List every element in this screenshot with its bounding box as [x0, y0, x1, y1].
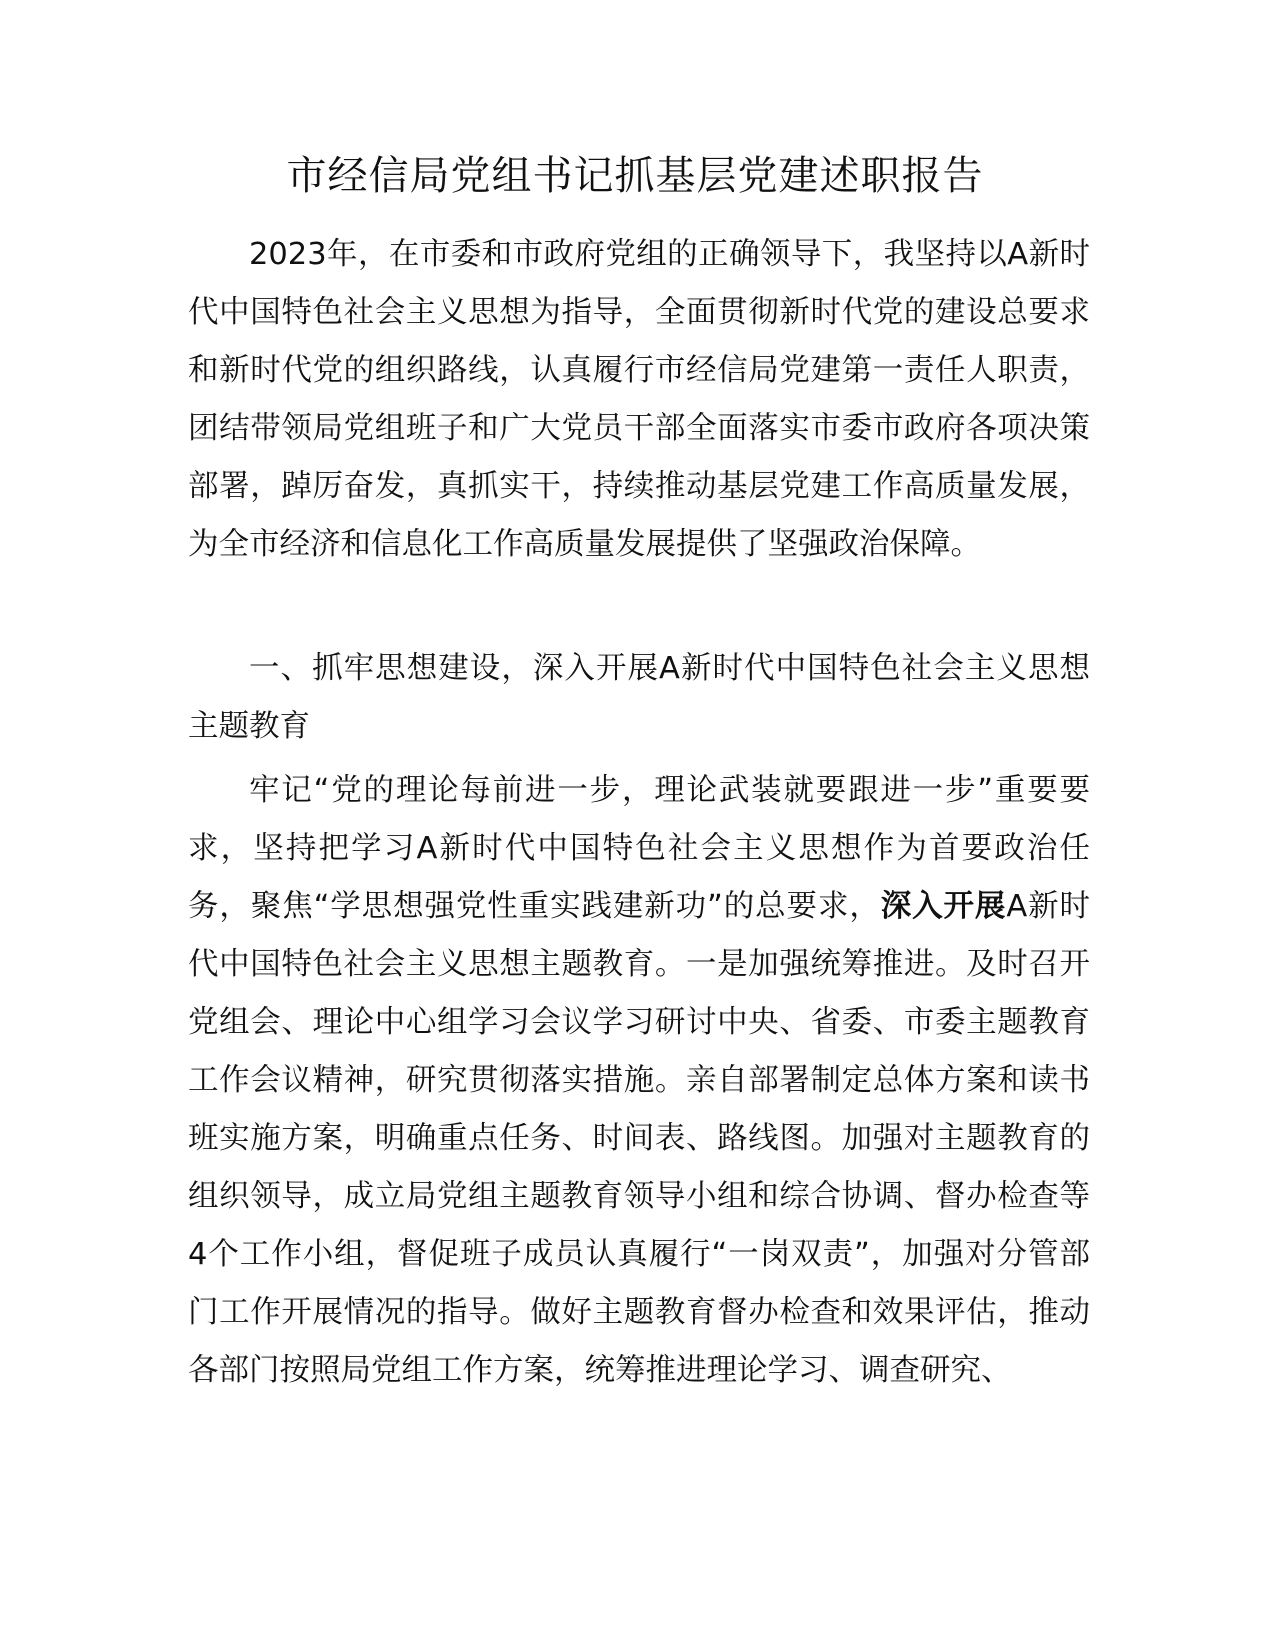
section-body-paragraph	[188, 762, 1090, 1400]
paragraph-text-after: A新时代中国特色社会主义思想主题教育。一是加强统筹推进。及时召开党组会、理论中心组学习会议学习研讨中央、省委、市委主题教育工作会议精神，研究贯彻落实措施。亲自部署制定总体方案和读书班实施方案，明确重点任务、时间表、路线图。加强对主题教育的组织领导，成立局党组主题教育领导小组和综合协调、督办检查等4个工作小组，督促班子成员认真履行“一岗双责”，加强对分管部门工作开展情况的指导。做好主题教育督办检查和效果评估，推动各部门按照局党组工作方案，统筹推进理论学习、调查研究、	[188, 889, 1090, 1388]
bold-phrase: 深入开展	[880, 889, 1007, 924]
paragraph-text-before: 牢记“党的理论每前进一步，理论武装就要跟进一步”重要要求，坚持把学习A新时代中国特色社会主义思想作为首要政治任务，聚焦“学思想强党性重实践建新功”的总要求，	[188, 773, 1090, 924]
section-heading: 一、抓牢思想建设，深入开展A新时代中国特色社会主义思想主题教育	[188, 651, 1090, 744]
intro-paragraph: 2023年，在市委和市政府党组的正确领导下，我坚持以A新时代中国特色社会主义思想为指导，全面贯彻新时代党的建设总要求和新时代党的组织路线，认真履行市经信局党建第一责任人职责，团结带领局党组班子和广大党员干部全面落实市委市政府各项决策部署，踔厉奋发，真抓实干，持续推动基层党建工作高质量发展，为全市经济和信息化工作高质量发展提供了坚强政治保障。	[188, 237, 1090, 562]
document-title: 市经信局党组书记抓基层党建述职报告	[286, 153, 984, 199]
